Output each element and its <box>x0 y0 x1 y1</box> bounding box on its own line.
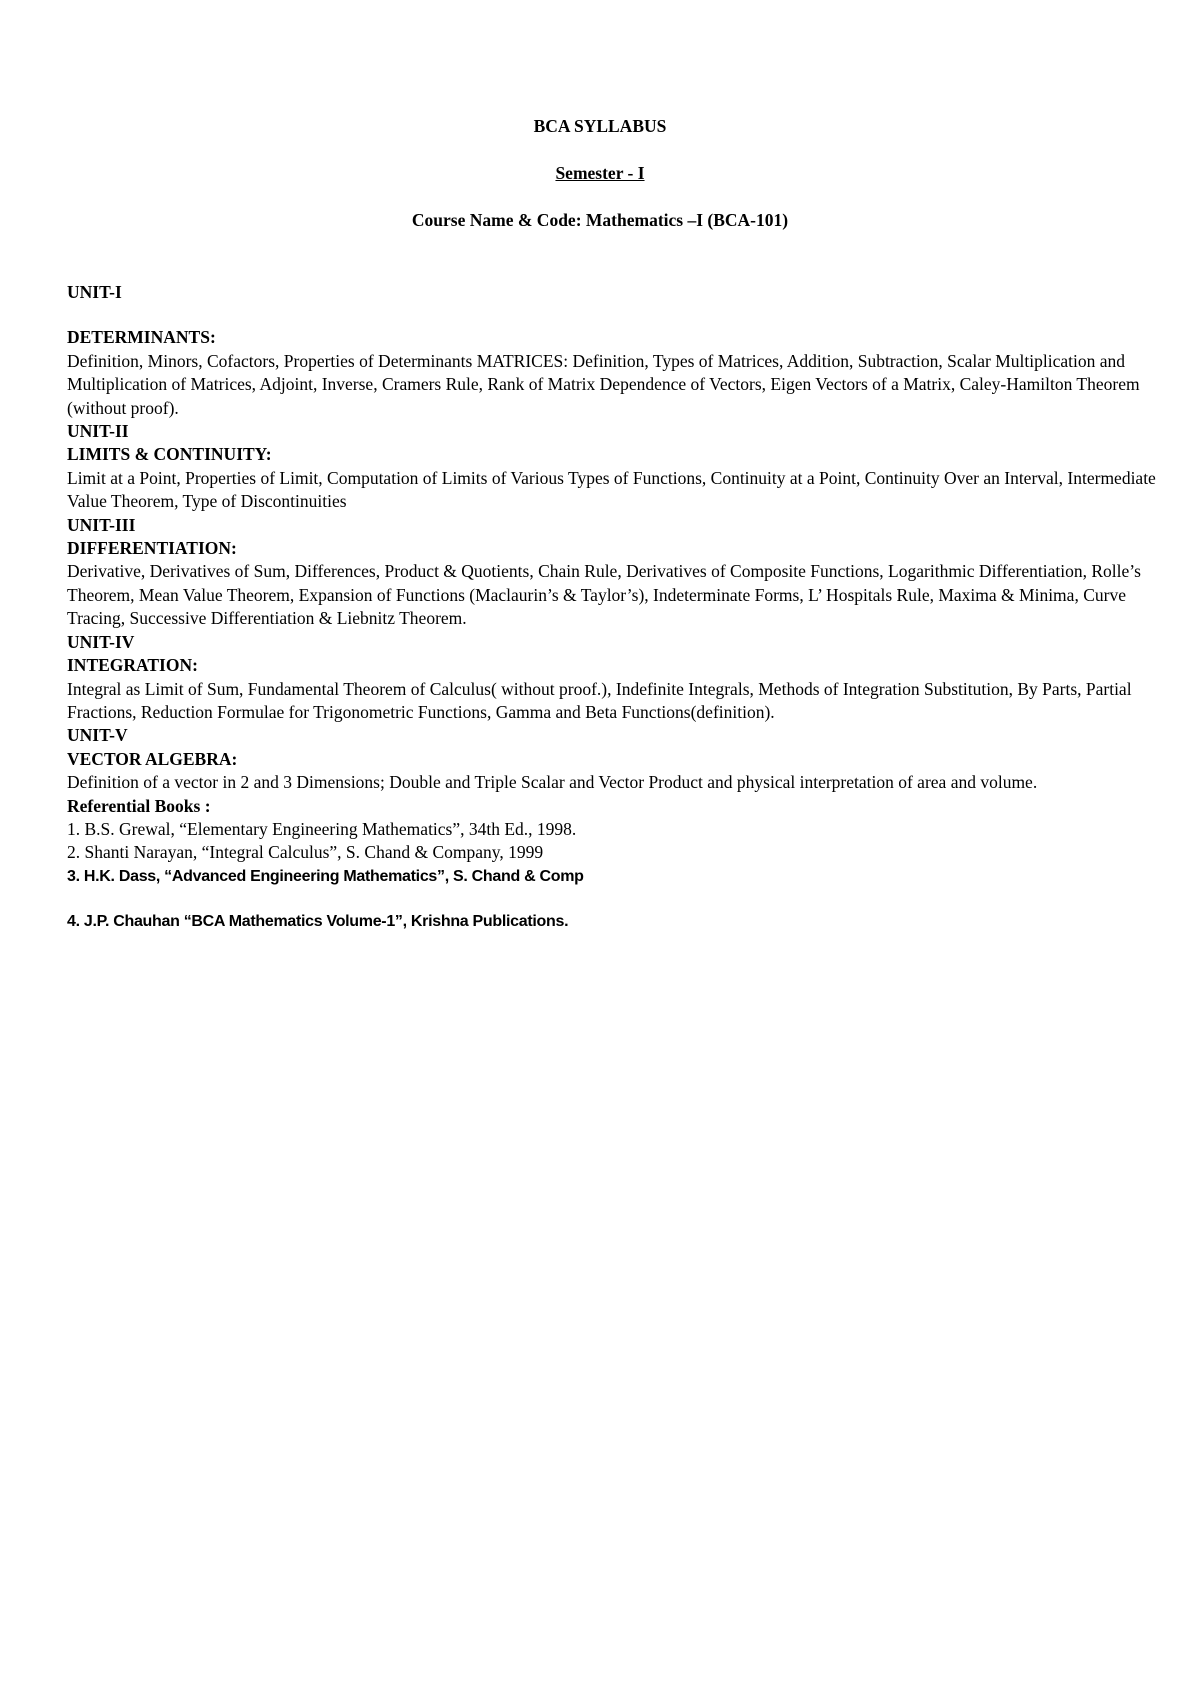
unit-5-section <box>67 724 1187 794</box>
course-heading: Course Name & Code: Mathematics –I (BCA-101) <box>411 210 789 230</box>
syllabus-content <box>67 281 1187 934</box>
unit-2-body: Limit at a Point, Properties of Limit, Computation of Limits of Various Types of Functions, Continuity at a Point, Continuity Over an Interval, Intermediate Value Theorem, Type of Discontinuities <box>67 467 1156 512</box>
unit-2-label: UNIT-II <box>67 421 129 442</box>
unit-1-body: Definition, Minors, Cofactors, Properties of Determinants MATRICES: Definition, Types of Matrices, Addition, Subtraction, Scalar Multiplication and Multiplication of Matrices, Adjoint, Inverse, Cramers Rule, Rank of Matrix Dependence of Vectors, Eigen Vectors of a Matrix, Caley-Hamilton Theorem (without proof). <box>67 350 1140 418</box>
reference-item-2: 2. Shanti Narayan, “Integral Calculus”, S. Chand & Company, 1999 <box>67 842 544 863</box>
semester-heading: Semester - I <box>555 163 645 183</box>
unit-3-body: Derivative, Derivatives of Sum, Differences, Product & Quotients, Chain Rule, Derivatives of Composite Functions, Logarithmic Differentiation, Rolle’s Theorem, Mean Value Theorem, Expansion of Functions (Maclaurin’s & Taylor’s), Indeterminate Forms, L’ Hospitals Rule, Maxima & Minima, Curve Tracing, Successive Differentiation & Liebnitz Theorem. <box>67 561 1141 629</box>
unit-1-label: UNIT-I <box>67 282 122 302</box>
unit-3-title: DIFFERENTIATION: <box>67 538 237 559</box>
references-list <box>67 818 1187 934</box>
unit-4-body: Integral as Limit of Sum, Fundamental Theorem of Calculus( without proof.), Indefinite Integrals, Methods of Integration Substitution, By Parts, Partial Fractions, Reduction Formulae for Trigonometric Functions, Gamma and Beta Functions(definition). <box>67 678 1132 722</box>
unit-2-title: LIMITS & CONTINUITY: <box>67 444 272 465</box>
unit-4-label: UNIT-IV <box>67 631 135 652</box>
unit-5-body: Definition of a vector in 2 and 3 Dimensions; Double and Triple Scalar and Vector Product and physical interpretation of area and volume. <box>67 772 1038 793</box>
unit-5-title: VECTOR ALGEBRA: <box>67 748 238 769</box>
unit-1-title: DETERMINANTS: <box>67 327 216 348</box>
references-section <box>67 795 1187 934</box>
unit-3-label: UNIT-III <box>67 514 136 535</box>
reference-item-4: 4. J.P. Chauhan “BCA Mathematics Volume-1”, Krishna Publications. <box>67 913 569 931</box>
unit-4-section <box>67 631 1187 725</box>
reference-item-3: 3. H.K. Dass, “Advanced Engineering Mathematics”, S. Chand & Comp <box>67 867 584 885</box>
unit-5-label: UNIT-V <box>67 725 128 746</box>
document-title: BCA SYLLABUS <box>533 116 667 136</box>
reference-item-1: 1. B.S. Grewal, “Elementary Engineering Mathematics”, 34th Ed., 1998. <box>67 818 577 839</box>
references-title: Referential Books : <box>67 795 211 816</box>
unit-2-section <box>67 420 1187 514</box>
unit-3-section <box>67 514 1187 631</box>
unit-4-title: INTEGRATION: <box>67 655 198 676</box>
unit-1-section <box>67 281 1187 420</box>
